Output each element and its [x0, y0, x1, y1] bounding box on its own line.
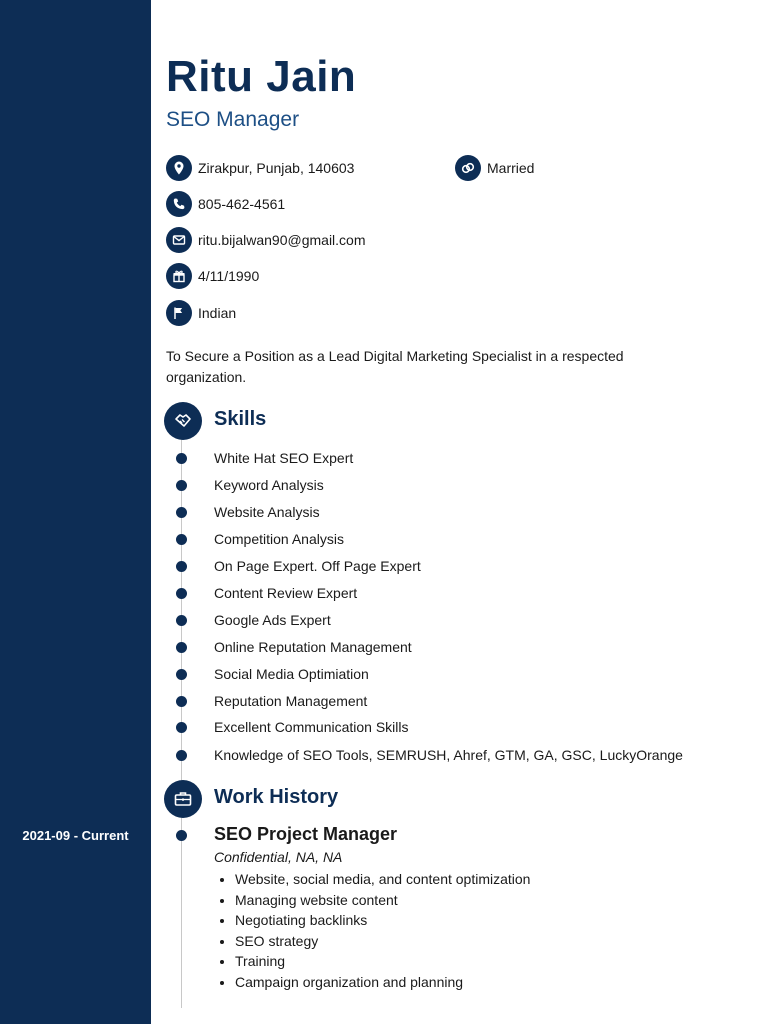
skills-heading: Skills [214, 408, 267, 430]
skill-item: On Page Expert. Off Page Expert [214, 558, 421, 574]
skill-bullet [176, 669, 187, 680]
duty-item: • Campaign organization and planning [235, 972, 530, 993]
address-text: Zirakpur, Punjab, 140603 [198, 160, 355, 176]
envelope-icon [166, 227, 192, 253]
briefcase-icon [164, 780, 202, 818]
career-objective: To Secure a Position as a Lead Digital Marketing Specialist in a respected organization. [166, 348, 624, 385]
contact-address [166, 155, 354, 181]
email-text: ritu.bijalwan90@gmail.com [198, 232, 366, 248]
job-title: SEO Project Manager [214, 824, 398, 844]
skill-item: Competition Analysis [214, 531, 344, 547]
job-bullet [176, 830, 187, 841]
skill-bullet [176, 507, 187, 518]
contact-nationality [166, 300, 236, 326]
skill-item: Online Reputation Management [214, 639, 412, 655]
duty-item: • Website, social media, and content optimization [235, 869, 530, 890]
skill-bullet [176, 615, 187, 626]
duty-item: • Managing website content [235, 890, 530, 911]
job-title-header: SEO Manager [166, 108, 300, 131]
skill-item: Content Review Expert [214, 585, 358, 601]
job-duties [214, 869, 530, 992]
skill-bullet [176, 534, 187, 545]
job-company: Confidential, NA, NA [214, 849, 343, 865]
phone-icon [166, 191, 192, 217]
location-pin-icon [166, 155, 192, 181]
skill-bullet [176, 696, 187, 707]
candidate-name: Ritu Jain [166, 52, 357, 101]
skill-item: Social Media Optimiation [214, 666, 369, 682]
nationality-text: Indian [198, 305, 237, 321]
contact-dob [166, 263, 259, 289]
skill-bullet [176, 750, 187, 761]
skill-item: Reputation Management [214, 693, 368, 709]
skill-bullet [176, 453, 187, 464]
work-history-heading: Work History [214, 786, 339, 808]
duty-item: • Negotiating backlinks [235, 910, 530, 931]
skill-item: Google Ads Expert [214, 612, 331, 628]
flag-icon [166, 300, 192, 326]
rings-icon [455, 155, 481, 181]
handshake-icon [164, 402, 202, 440]
skill-item: Excellent Communication Skills [214, 719, 409, 735]
sidebar [0, 0, 151, 1024]
duty-item: • SEO strategy [235, 931, 530, 952]
marital-text: Married [487, 160, 535, 176]
gift-icon [166, 263, 192, 289]
skill-item: Knowledge of SEO Tools, SEMRUSH, Ahref, GTM, GA, GSC, LuckyOrange [214, 747, 683, 763]
dob-text: 4/11/1990 [198, 268, 260, 284]
phone-text: 805-462-4561 [198, 196, 286, 212]
contact-phone [166, 191, 285, 217]
job-dates: 2021-09 - Current [22, 828, 129, 843]
contact-marital [455, 155, 534, 181]
skill-bullet [176, 642, 187, 653]
duty-item: • Training [235, 951, 530, 972]
skill-item: White Hat SEO Expert [214, 450, 354, 466]
skill-bullet [176, 588, 187, 599]
skill-bullet [176, 561, 187, 572]
contact-email [166, 227, 366, 253]
skill-item: Keyword Analysis [214, 477, 324, 493]
skill-bullet [176, 480, 187, 491]
skill-bullet [176, 722, 187, 733]
skill-item: Website Analysis [214, 504, 320, 520]
